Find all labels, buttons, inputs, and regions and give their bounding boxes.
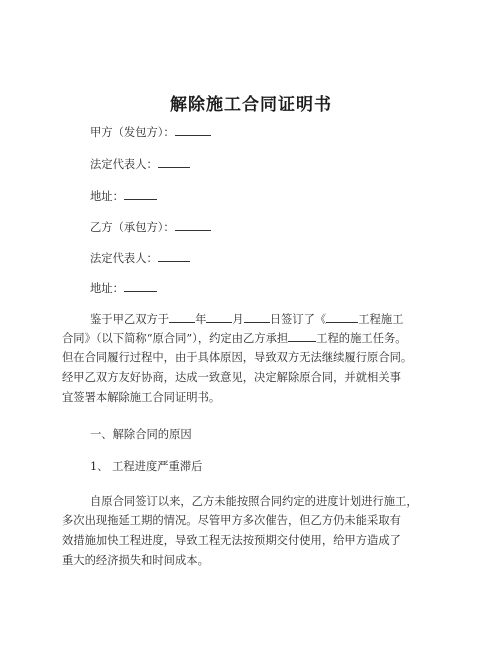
item-1-body-line-2: 多次出现拖延工期的情况。尽管甲方多次催告，但乙方仍未能采取有: [62, 514, 401, 527]
party-b-line: [90, 220, 211, 235]
intro-text-3: 月: [232, 313, 244, 326]
intro-text-2: 年: [195, 313, 207, 326]
intro-text-6: 合同》（以下简称“原合同”），约定由乙方承担: [62, 332, 289, 345]
intro-text-1: 鉴于甲乙双方于: [90, 313, 170, 326]
party-a-addr-line: [90, 189, 157, 204]
party-b-rep-label: 法定代表人：: [90, 252, 158, 265]
party-a-rep-line: [90, 157, 190, 172]
party-b-label: 乙方（承包方）：: [90, 221, 175, 234]
section-1-heading: 一、解除合同的原因: [90, 428, 192, 441]
item-1-body-line-1: 自原合同签订以来，乙方未能按照合同约定的进度计划进行施工，: [90, 495, 418, 508]
party-a-label: 甲方（发包方）：: [90, 126, 175, 139]
intro-text-7: 工程的施工任务。: [316, 332, 407, 345]
intro-text-5: 工程施工: [358, 313, 404, 326]
party-b-addr-line: [90, 281, 157, 296]
party-b-addr-blank: [124, 281, 157, 292]
party-a-line: [90, 125, 211, 140]
item-1-body-line-4: 重大的经济损失和时间成本。: [62, 554, 209, 567]
year-blank: [169, 312, 195, 323]
intro-line-1: [90, 312, 403, 327]
intro-line-3: 但在合同履行过程中，由于具体原因，导致双方无法继续履行原合同。: [62, 351, 413, 364]
project-blank: [288, 331, 316, 342]
party-b-addr-label: 地址：: [90, 282, 124, 295]
party-a-rep-blank: [158, 157, 190, 168]
party-b-rep-blank: [158, 251, 190, 262]
document-title: 解除施工合同证明书: [170, 95, 332, 115]
item-1-body-line-3: 效措施加快工程进度，导致工程无法按预期交付使用，给甲方造成了: [62, 534, 401, 547]
intro-line-5: 宜签署本解除施工合同证明书。: [62, 391, 221, 404]
party-a-rep-label: 法定代表人：: [90, 158, 158, 171]
project-name-blank: [326, 312, 358, 323]
party-b-blank: [175, 220, 211, 231]
day-blank: [244, 312, 270, 323]
party-a-addr-label: 地址：: [90, 190, 124, 203]
party-b-rep-line: [90, 251, 190, 266]
month-blank: [206, 312, 232, 323]
intro-line-4: 经甲乙双方友好协商，达成一致意见，决定解除原合同，并就相关事: [62, 371, 401, 384]
party-a-addr-blank: [124, 189, 157, 200]
intro-line-2: [62, 331, 407, 346]
item-1-heading: 1、 工程进度严重滞后: [90, 460, 203, 473]
party-a-blank: [175, 125, 211, 136]
intro-text-4: 日签订了《: [269, 313, 327, 326]
